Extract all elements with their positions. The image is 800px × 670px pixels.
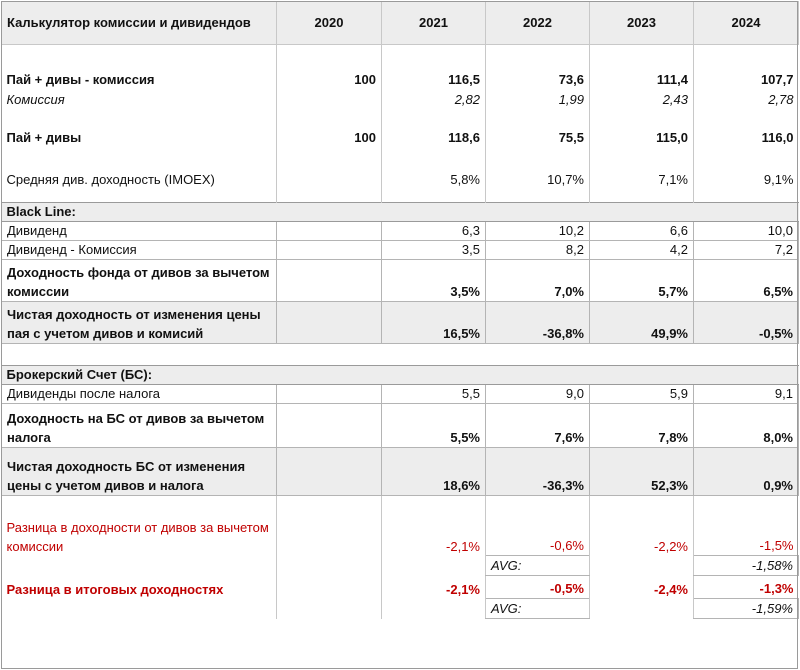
cell-2024: 116,0 (694, 125, 799, 147)
row-label: Пай + дивы (6, 129, 82, 145)
cell-2024: 9,1% (694, 167, 799, 189)
cell-2024: -0,5% (694, 302, 799, 344)
cell-2022: 7,0% (486, 260, 590, 302)
cell-2023: -2,4% (590, 576, 694, 599)
cell-2021: 118,6 (382, 125, 486, 147)
cell-2021: 3,5% (382, 260, 486, 302)
row-fund-yield (2, 260, 799, 302)
cell-2022: 10,2 (486, 222, 590, 241)
section-title: Брокерский Счет (БС): (2, 366, 799, 385)
cell-2024: 9,1 (694, 385, 799, 404)
cell-2021: 2,82 (382, 89, 486, 109)
cell-2020 (277, 404, 382, 448)
cell-2023: 5,7% (590, 260, 694, 302)
section-black-line (2, 203, 799, 222)
row-label: Дивиденды после налога (2, 385, 277, 404)
row-avg-yield (2, 167, 799, 189)
cell-2021: -2,1% (382, 576, 486, 599)
cell-2020 (277, 167, 382, 189)
avg-label: AVG: (486, 556, 590, 576)
cell-2021: 5,5% (382, 404, 486, 448)
cell-2023: 49,9% (590, 302, 694, 344)
table-title: Калькулятор комиссии и дивидендов (2, 2, 277, 45)
row-label: Разница в доходности от дивов за вычетом комиссии (6, 519, 269, 554)
row-label: Дивиденд (2, 222, 277, 241)
year-2021: 2021 (382, 2, 486, 45)
cell-2022: 1,99 (486, 89, 590, 109)
cell-2020: 100 (277, 125, 382, 147)
cell-2020 (277, 260, 382, 302)
avg-label: AVG: (486, 599, 590, 619)
row-avg-1 (2, 556, 799, 576)
row-label: Чистая доходность от изменения цены пая с учетом дивов и комисий (2, 302, 277, 344)
row-label: Чистая доходность БС от изменения цены с учетом дивов и налога (2, 448, 277, 496)
cell-2023: 2,43 (590, 89, 694, 109)
row-bs-yield (2, 404, 799, 448)
cell-2024: 6,5% (694, 260, 799, 302)
cell-2020 (277, 222, 382, 241)
cell-2022: 9,0 (486, 385, 590, 404)
row-div-after-tax (2, 385, 799, 404)
cell-2021: 18,6% (382, 448, 486, 496)
cell-2023: 7,8% (590, 404, 694, 448)
row-pay-div (2, 125, 799, 147)
cell-2022: -36,8% (486, 302, 590, 344)
cell-2022: 7,6% (486, 404, 590, 448)
cell-2023: 52,3% (590, 448, 694, 496)
cell-2022: 73,6 (486, 69, 590, 89)
row-fee (2, 89, 799, 109)
header-row (2, 2, 799, 45)
cell-2023: 115,0 (590, 125, 694, 147)
cell-2020 (277, 576, 382, 599)
cell-2020 (277, 514, 382, 556)
row-label: Доходность фонда от дивов за вычетом комиссии (2, 260, 277, 302)
cell-2024: 107,7 (694, 69, 799, 89)
cell-2023: 4,2 (590, 241, 694, 260)
avg-value: -1,59% (694, 599, 799, 619)
cell-2020 (277, 448, 382, 496)
cell-2021: 6,3 (382, 222, 486, 241)
row-label: Комиссия (6, 91, 65, 107)
row-label: Дивиденд - Комиссия (2, 241, 277, 260)
row-label: Разница в итоговых доходностях (6, 581, 224, 597)
section-broker (2, 366, 799, 385)
cell-2022: -0,5% (486, 576, 590, 599)
cell-2023: 6,6 (590, 222, 694, 241)
cell-2024: 2,78 (694, 89, 799, 109)
cell-2023: 7,1% (590, 167, 694, 189)
row-label: Пай + дивы - комиссия (6, 71, 155, 87)
year-2023: 2023 (590, 2, 694, 45)
cell-2020: 100 (277, 69, 382, 89)
cell-2021: 5,5 (382, 385, 486, 404)
cell-2022: -0,6% (486, 514, 590, 556)
cell-2020 (277, 89, 382, 109)
row-label: Средняя див. доходность (IMOEX) (6, 171, 215, 187)
cell-2021: 3,5 (382, 241, 486, 260)
cell-2024: 8,0% (694, 404, 799, 448)
year-2020: 2020 (277, 2, 382, 45)
cell-2020 (277, 241, 382, 260)
cell-2024: 10,0 (694, 222, 799, 241)
row-dividend (2, 222, 799, 241)
cell-2024: 7,2 (694, 241, 799, 260)
cell-2023: 111,4 (590, 69, 694, 89)
cell-2023: 5,9 (590, 385, 694, 404)
section-title: Black Line: (2, 203, 799, 222)
commission-dividend-table (1, 1, 799, 619)
row-net-yield (2, 302, 799, 344)
row-avg-2 (2, 599, 799, 619)
cell-2021: 5,8% (382, 167, 486, 189)
cell-2022: -36,3% (486, 448, 590, 496)
row-pay-div-minus-fee (2, 69, 799, 89)
cell-2024: -1,5% (694, 514, 799, 556)
cell-2020 (277, 302, 382, 344)
year-2022: 2022 (486, 2, 590, 45)
cell-2021: 116,5 (382, 69, 486, 89)
cell-2021: -2,1% (382, 514, 486, 556)
cell-2021: 16,5% (382, 302, 486, 344)
row-bs-net-yield (2, 448, 799, 496)
row-div-diff (2, 514, 799, 556)
cell-2022: 10,7% (486, 167, 590, 189)
row-dividend-minus-fee (2, 241, 799, 260)
cell-2022: 75,5 (486, 125, 590, 147)
row-label: Доходность на БС от дивов за вычетом налога (2, 404, 277, 448)
year-2024: 2024 (694, 2, 799, 45)
cell-2020 (277, 385, 382, 404)
avg-value: -1,58% (694, 556, 799, 576)
row-total-diff (2, 576, 799, 599)
cell-2024: 0,9% (694, 448, 799, 496)
cell-2023: -2,2% (590, 514, 694, 556)
cell-2024: -1,3% (694, 576, 799, 599)
cell-2022: 8,2 (486, 241, 590, 260)
